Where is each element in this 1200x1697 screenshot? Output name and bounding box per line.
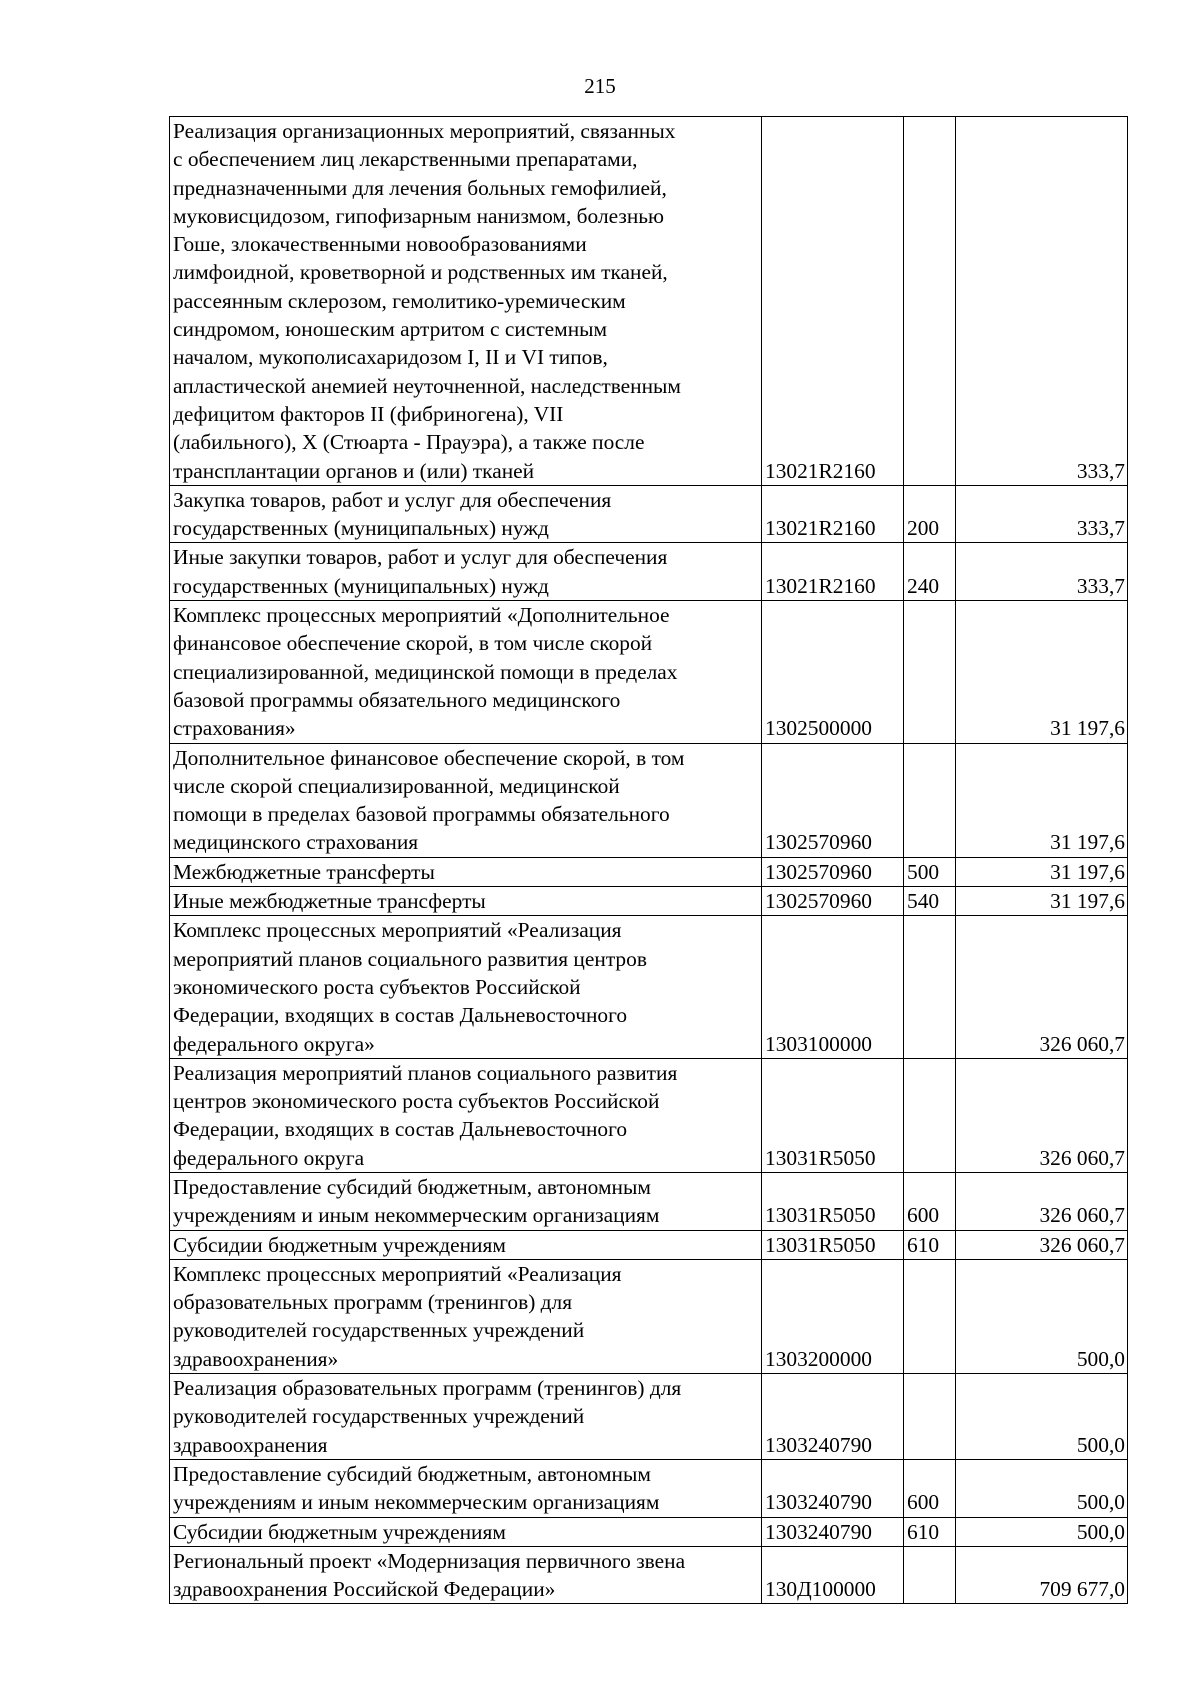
row-name	[170, 1374, 762, 1460]
table-row	[170, 485, 1128, 543]
row-name-line: Дополнительное финансовое обеспечение скорой, в том	[173, 745, 685, 770]
table-row	[170, 857, 1128, 886]
row-name	[170, 1230, 762, 1259]
budget-table-body	[170, 117, 1128, 1604]
row-name-line: медицинского страхования	[173, 830, 419, 855]
row-name-line: дефицитом факторов II (фибриногена), VII	[173, 401, 564, 426]
row-expense-type: 600	[904, 1459, 956, 1517]
row-expense-type	[904, 1374, 956, 1460]
row-name-line: Предоставление субсидий бюджетным, автономным	[173, 1461, 651, 1486]
row-name-line: муковисцидозом, гипофизарным нанизмом, болезнью	[173, 203, 665, 228]
row-name-line: синдромом, юношеским артритом с системным	[173, 317, 608, 342]
row-expense-type: 500	[904, 857, 956, 886]
row-name-line: числе скорой специализированной, медицинской	[173, 773, 620, 798]
row-expense-type	[904, 1259, 956, 1373]
row-name-line: страхования»	[173, 716, 296, 741]
row-name-line: образовательных программ (тренингов) для	[173, 1290, 573, 1315]
row-expense-type: 600	[904, 1172, 956, 1230]
row-name	[170, 1546, 762, 1604]
row-name-line: Предоставление субсидий бюджетным, автономным	[173, 1174, 651, 1199]
budget-table	[169, 116, 1128, 1604]
row-code: 1302570960	[762, 857, 904, 886]
row-code: 1303240790	[762, 1517, 904, 1546]
row-name-line: рассеянным склерозом, гемолитико-уремическим	[173, 288, 626, 313]
row-name	[170, 1058, 762, 1172]
row-code: 13021R2160	[762, 543, 904, 601]
row-name-line: Реализация организационных мероприятий, связанных	[173, 119, 676, 143]
row-amount: 709 677,0	[956, 1546, 1128, 1604]
row-amount: 500,0	[956, 1259, 1128, 1373]
row-amount: 500,0	[956, 1517, 1128, 1546]
table-row	[170, 117, 1128, 486]
table-row	[170, 1374, 1128, 1460]
row-expense-type	[904, 601, 956, 743]
table-row	[170, 887, 1128, 916]
row-name	[170, 117, 762, 486]
table-row	[170, 1546, 1128, 1604]
row-name-line: федерального округа»	[173, 1031, 375, 1056]
page-number: 215	[584, 74, 616, 98]
row-expense-type	[904, 916, 956, 1058]
row-name-line: Комплекс процессных мероприятий «Дополнительное	[173, 603, 670, 628]
row-code: 13031R5050	[762, 1172, 904, 1230]
table-row	[170, 743, 1128, 857]
table-row	[170, 1459, 1128, 1517]
row-expense-type	[904, 743, 956, 857]
row-name-line: Реализация образовательных программ (тренингов) для	[173, 1376, 682, 1401]
row-expense-type: 610	[904, 1517, 956, 1546]
row-name-line: Закупка товаров, работ и услуг для обеспечения	[173, 487, 612, 512]
row-name	[170, 857, 762, 886]
row-name-line: здравоохранения	[173, 1432, 328, 1457]
row-name-line: руководителей государственных учреждений	[173, 1318, 585, 1343]
row-expense-type: 240	[904, 543, 956, 601]
row-name-line: Комплекс процессных мероприятий «Реализация	[173, 918, 622, 943]
table-row	[170, 1230, 1128, 1259]
row-name-line: экономического роста субъектов Российской	[173, 974, 581, 999]
row-name-line: Межбюджетные трансферты	[173, 859, 435, 884]
row-code: 1302570960	[762, 887, 904, 916]
row-name-line: с обеспечением лиц лекарственными препаратами,	[173, 147, 638, 172]
table-row	[170, 916, 1128, 1058]
row-code: 1303200000	[762, 1259, 904, 1373]
row-name-line: базовой программы обязательного медицинского	[173, 687, 621, 712]
row-name-line: (лабильного), X (Стюарта - Прауэра), а также после	[173, 430, 645, 455]
row-name-line: государственных (муниципальных) нужд	[173, 516, 549, 541]
row-expense-type	[904, 1058, 956, 1172]
row-name	[170, 543, 762, 601]
row-name-line: трансплантации органов и (или) тканей	[173, 458, 535, 483]
row-code: 13021R2160	[762, 117, 904, 486]
row-code: 1302500000	[762, 601, 904, 743]
row-name-line: Комплекс процессных мероприятий «Реализация	[173, 1261, 622, 1286]
row-amount: 326 060,7	[956, 1172, 1128, 1230]
row-name-line: помощи в пределах базовой программы обязательного	[173, 802, 670, 827]
row-name-line: Реализация мероприятий планов социального развития	[173, 1060, 678, 1085]
row-name-line: учреждениям и иным некоммерческим организациям	[173, 1490, 660, 1515]
row-name	[170, 1459, 762, 1517]
row-name-line: Субсидии бюджетным учреждениям	[173, 1232, 506, 1257]
row-name-line: специализированной, медицинской помощи в пределах	[173, 659, 678, 684]
row-expense-type: 610	[904, 1230, 956, 1259]
row-name-line: предназначенными для лечения больных гемофилией,	[173, 175, 667, 200]
row-name	[170, 1259, 762, 1373]
row-expense-type: 540	[904, 887, 956, 916]
row-expense-type: 200	[904, 485, 956, 543]
row-amount: 326 060,7	[956, 916, 1128, 1058]
row-amount: 31 197,6	[956, 743, 1128, 857]
row-name-line: мероприятий планов социального развития центров	[173, 946, 647, 971]
row-code: 130Д100000	[762, 1546, 904, 1604]
row-name-line: центров экономического роста субъектов Российской	[173, 1089, 660, 1114]
row-name-line: Федерации, входящих в состав Дальневосточного	[173, 1003, 628, 1028]
row-name	[170, 1172, 762, 1230]
table-row	[170, 1517, 1128, 1546]
row-amount: 333,7	[956, 117, 1128, 486]
row-code: 1303240790	[762, 1374, 904, 1460]
row-name-line: здравоохранения»	[173, 1346, 339, 1371]
row-code: 1303240790	[762, 1459, 904, 1517]
row-name-line: апластической анемией неуточненной, наследственным	[173, 373, 681, 398]
row-expense-type	[904, 117, 956, 486]
row-name-line: федерального округа	[173, 1145, 365, 1170]
row-code: 13021R2160	[762, 485, 904, 543]
row-amount: 333,7	[956, 485, 1128, 543]
row-name-line: руководителей государственных учреждений	[173, 1404, 585, 1429]
row-name-line: началом, мукополисахаридозом I, II и VI типов,	[173, 345, 608, 370]
table-row	[170, 1058, 1128, 1172]
row-amount: 326 060,7	[956, 1230, 1128, 1259]
row-amount: 31 197,6	[956, 601, 1128, 743]
row-code: 13031R5050	[762, 1058, 904, 1172]
row-name-line: Иные закупки товаров, работ и услуг для обеспечения	[173, 545, 668, 570]
row-name-line: учреждениям и иным некоммерческим организациям	[173, 1203, 660, 1228]
row-name-line: Региональный проект «Модернизация первичного звена	[173, 1548, 686, 1573]
row-code: 13031R5050	[762, 1230, 904, 1259]
row-name	[170, 743, 762, 857]
row-amount: 31 197,6	[956, 887, 1128, 916]
row-name	[170, 1517, 762, 1546]
table-row	[170, 601, 1128, 743]
row-name-line: Иные межбюджетные трансферты	[173, 889, 486, 914]
row-name-line: Федерации, входящих в состав Дальневосточного	[173, 1117, 628, 1142]
table-row	[170, 1259, 1128, 1373]
row-name	[170, 887, 762, 916]
row-name-line: Субсидии бюджетным учреждениям	[173, 1519, 506, 1544]
row-name-line: здравоохранения Российской Федерации»	[173, 1577, 556, 1602]
table-row	[170, 1172, 1128, 1230]
table-row	[170, 543, 1128, 601]
row-name	[170, 485, 762, 543]
row-amount: 31 197,6	[956, 857, 1128, 886]
row-name	[170, 916, 762, 1058]
row-name	[170, 601, 762, 743]
row-amount: 500,0	[956, 1459, 1128, 1517]
row-name-line: Гоше, злокачественными новообразованиями	[173, 232, 587, 257]
row-name-line: государственных (муниципальных) нужд	[173, 573, 549, 598]
row-amount: 326 060,7	[956, 1058, 1128, 1172]
row-name-line: финансовое обеспечение скорой, в том числе скорой	[173, 631, 653, 656]
row-expense-type	[904, 1546, 956, 1604]
row-name-line: лимфоидной, кроветворной и родственных им тканей,	[173, 260, 668, 285]
row-amount: 333,7	[956, 543, 1128, 601]
row-amount: 500,0	[956, 1374, 1128, 1460]
row-code: 1303100000	[762, 916, 904, 1058]
row-code: 1302570960	[762, 743, 904, 857]
